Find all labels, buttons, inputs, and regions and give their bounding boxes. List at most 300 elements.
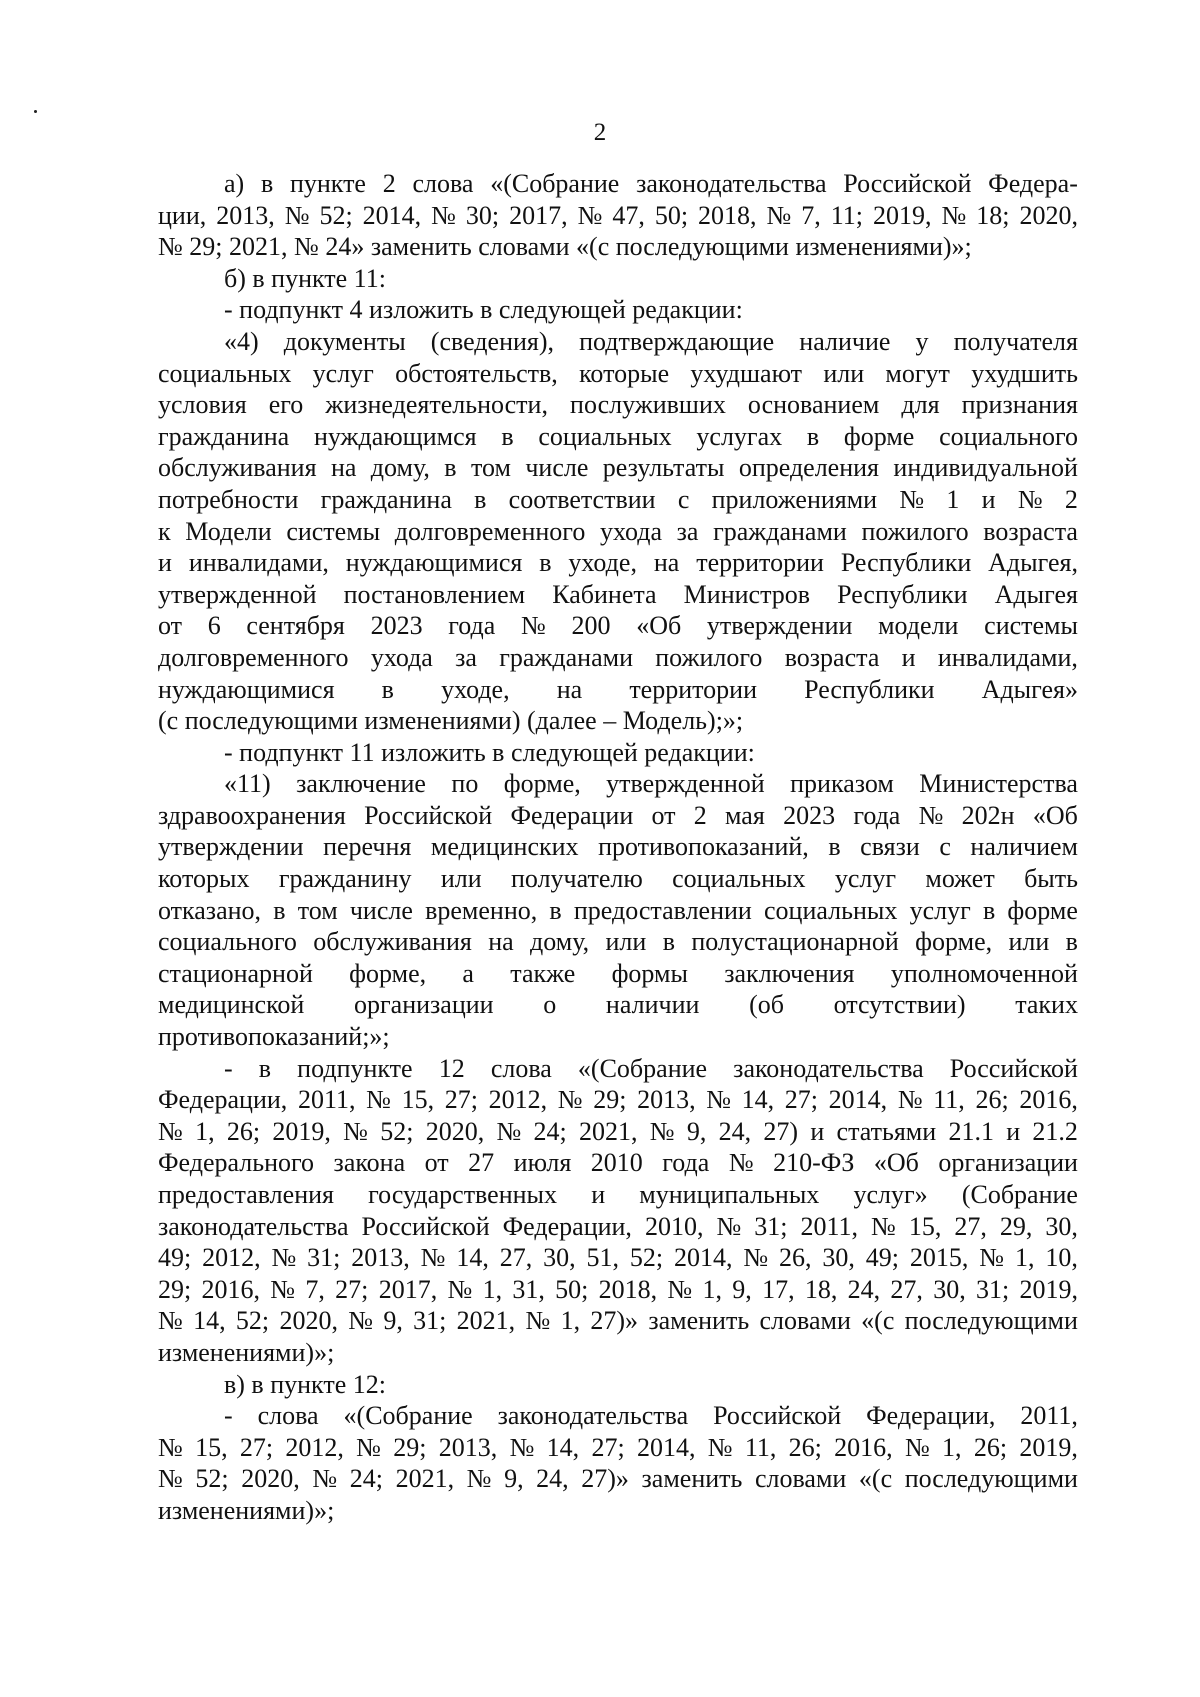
- word: 2023: [370, 611, 423, 641]
- word: в: [549, 895, 562, 925]
- word: модели: [878, 611, 959, 641]
- word: №: [356, 1432, 381, 1462]
- word: постановлением: [343, 579, 526, 609]
- text-line: [158, 1400, 1078, 1432]
- word: «(Собрание: [490, 169, 620, 198]
- word: Российской: [843, 169, 972, 198]
- word: от: [424, 1148, 449, 1178]
- word: (сведения),: [430, 326, 555, 356]
- text-line: (с последующими изменениями) (далее – Модель);»;: [158, 706, 744, 736]
- word: сентября: [246, 611, 345, 641]
- word: 9,: [383, 1306, 403, 1336]
- word: 52;: [195, 1464, 229, 1494]
- word: в: [258, 1053, 272, 1083]
- word: 26,: [779, 1243, 812, 1273]
- word: могут: [885, 358, 950, 388]
- word: 1,: [195, 1116, 215, 1146]
- word: 1,: [702, 1274, 723, 1304]
- word: Российской: [364, 800, 493, 830]
- word: 2018,: [598, 1274, 658, 1304]
- word: 24;: [533, 1116, 567, 1146]
- word: 2013,: [438, 1432, 498, 1462]
- word: услугах: [696, 421, 783, 451]
- word: заменить: [641, 1464, 743, 1494]
- word: 21.1: [948, 1116, 994, 1146]
- word: утверждении: [158, 832, 304, 862]
- word: 1,: [1014, 1243, 1035, 1273]
- text-line: [158, 1053, 1078, 1085]
- word: Министров: [683, 579, 811, 609]
- word: в: [1065, 927, 1078, 957]
- word: Республики: [837, 579, 968, 609]
- word: может: [925, 864, 995, 894]
- word: 11,: [933, 1085, 965, 1115]
- word: форме,: [503, 769, 581, 799]
- word: 31;: [413, 1306, 447, 1336]
- word: том: [297, 895, 338, 925]
- word: №: [899, 484, 925, 514]
- text-line: [158, 452, 1078, 484]
- word: гражданами: [713, 516, 847, 546]
- word: медицинской: [158, 990, 305, 1020]
- text-line: [158, 1211, 1078, 1243]
- word: у: [915, 326, 929, 356]
- word: «(с: [861, 1306, 895, 1336]
- word: форме,: [349, 958, 427, 988]
- word: уходе,: [441, 674, 510, 704]
- text-line: [158, 800, 1078, 832]
- word: гражданами: [499, 642, 633, 672]
- word: и: [591, 1180, 606, 1209]
- text-line: [158, 168, 1078, 200]
- word: 30,: [822, 1243, 855, 1273]
- word: 27,: [890, 1274, 923, 1304]
- word: 18;: [976, 200, 1010, 230]
- text-line: - подпункт 11 изложить в следующей редакции:: [224, 737, 755, 767]
- text-line: [158, 989, 1078, 1021]
- word: Российской: [713, 1401, 842, 1431]
- word: 47,: [612, 200, 645, 230]
- word: 12: [438, 1053, 465, 1083]
- word: предоставлении: [573, 895, 752, 925]
- text-line: [158, 547, 1078, 579]
- word: и: [901, 642, 916, 672]
- word: 24,: [847, 1274, 881, 1304]
- word: 29;: [158, 1274, 192, 1304]
- word: 29;: [393, 1432, 427, 1462]
- text-line: [158, 1147, 1078, 1179]
- word: законодательства: [733, 1053, 924, 1083]
- word: дому,: [370, 453, 430, 483]
- word: 200: [571, 611, 611, 641]
- word: отказано,: [158, 895, 262, 925]
- word: 27): [763, 1116, 799, 1146]
- text-line: [158, 1084, 1078, 1116]
- word: №: [1017, 484, 1043, 514]
- word: 11;: [830, 200, 864, 230]
- word: 14,: [193, 1306, 226, 1336]
- word: и: [810, 1116, 825, 1146]
- text-line: [158, 579, 1078, 611]
- word: быть: [1024, 864, 1078, 894]
- word: Российской: [361, 1211, 490, 1241]
- word: обслуживания: [313, 927, 472, 957]
- text-line: [158, 831, 1078, 863]
- word: 27: [468, 1148, 495, 1178]
- word: 27,: [954, 1211, 987, 1241]
- word: 7,: [305, 1274, 325, 1304]
- word: дому,: [530, 927, 590, 957]
- word: №: [366, 1085, 391, 1115]
- word: №: [496, 1116, 522, 1146]
- word: 17,: [762, 1274, 795, 1304]
- word: законодательства: [497, 1401, 689, 1431]
- word: социального: [158, 927, 297, 957]
- word: Федерации: [510, 800, 634, 830]
- word: в: [260, 169, 274, 198]
- word: ухудшить: [971, 358, 1078, 388]
- word: 2019,: [1019, 1432, 1078, 1462]
- word: №: [871, 1211, 896, 1241]
- word: 52;: [319, 200, 353, 230]
- word: 26;: [788, 1432, 822, 1462]
- word: или: [605, 927, 647, 957]
- word: противопоказаний,: [598, 832, 809, 862]
- word: в: [662, 927, 675, 957]
- word: 2011,: [800, 1211, 859, 1241]
- word: №: [716, 1211, 742, 1241]
- word: -: [224, 1401, 233, 1431]
- word: территории: [696, 548, 824, 578]
- word: условия: [158, 390, 247, 420]
- word: 1,: [942, 1432, 962, 1462]
- text-line: [158, 421, 1078, 453]
- word: или: [823, 358, 865, 388]
- word: услуг»: [853, 1180, 928, 1209]
- word: в: [444, 453, 457, 483]
- word: 52;: [380, 1116, 414, 1146]
- word: инвалидами,: [188, 548, 329, 578]
- word: 2013,: [216, 200, 275, 230]
- word: долговременного: [158, 642, 349, 672]
- word: инвалидами,: [937, 642, 1078, 672]
- word: 10,: [1045, 1243, 1078, 1273]
- word: наличии: [605, 990, 700, 1020]
- word: 2015,: [909, 1243, 969, 1273]
- text-line: [158, 326, 1078, 358]
- word: временно,: [425, 895, 538, 925]
- word: 2017,: [378, 1274, 438, 1304]
- word: социального: [939, 421, 1078, 451]
- word: слова: [257, 1401, 319, 1431]
- word: 2: [382, 169, 396, 198]
- word: индивидуальной: [893, 453, 1078, 483]
- text-line: изменениями)»;: [158, 1495, 335, 1525]
- word: 2020,: [279, 1306, 338, 1336]
- word: 27;: [444, 1085, 478, 1115]
- word: №: [270, 1274, 296, 1304]
- word: 2021,: [456, 1306, 516, 1336]
- word: 2020,: [1019, 200, 1078, 230]
- word: Республики: [840, 548, 972, 578]
- word: за: [455, 642, 477, 672]
- word: таких: [1015, 990, 1078, 1020]
- word: соответствии: [508, 484, 656, 514]
- word: Адыгея: [994, 579, 1078, 609]
- word: 2014,: [828, 1085, 888, 1115]
- word: ухода: [599, 516, 662, 546]
- word: слова: [490, 1053, 552, 1083]
- word: заменить: [648, 1306, 750, 1336]
- word: №: [649, 1116, 675, 1146]
- word: перечня: [323, 832, 412, 862]
- word: ухудшают: [690, 358, 803, 388]
- word: 27)»: [590, 1306, 639, 1336]
- word: наличие: [799, 326, 891, 356]
- document-body: [158, 168, 1078, 1527]
- word: 2021,: [579, 1116, 638, 1146]
- word: или: [440, 864, 482, 894]
- word: в: [806, 421, 820, 451]
- word: форме,: [915, 927, 993, 957]
- word: 27,: [499, 1243, 533, 1273]
- word: №: [431, 200, 456, 230]
- text-line: [158, 200, 1078, 232]
- word: слова: [412, 169, 474, 198]
- word: от: [651, 800, 676, 830]
- word: 15,: [195, 1432, 228, 1462]
- word: здравоохранения: [158, 800, 346, 830]
- word: 2010: [590, 1148, 643, 1178]
- word: последующими: [904, 1464, 1078, 1494]
- text-line: [158, 1116, 1078, 1148]
- word: 11,: [744, 1432, 777, 1462]
- word: гражданина: [320, 484, 452, 514]
- word: 210-ФЗ: [773, 1148, 855, 1178]
- word: гражданину: [278, 864, 412, 894]
- word: обстоятельств,: [395, 358, 558, 388]
- word: пожилого: [861, 516, 969, 546]
- word: 2: [1064, 484, 1078, 514]
- word: «Об: [1032, 800, 1078, 830]
- word: 2016,: [834, 1432, 893, 1462]
- word: Кабинета: [552, 579, 657, 609]
- word: услуг: [909, 895, 971, 925]
- word: в: [501, 421, 514, 451]
- word: связи: [860, 832, 920, 862]
- text-line: № 29; 2021, № 24» заменить словами «(с последующими изменениями)»;: [158, 232, 972, 262]
- word: нуждающимся: [313, 421, 477, 451]
- word: законодательства: [158, 1211, 349, 1241]
- word: получателю: [511, 864, 643, 894]
- word: №: [348, 1306, 374, 1336]
- word: №: [158, 1116, 183, 1146]
- word: 31;: [307, 1243, 341, 1273]
- text-line: [158, 1179, 1078, 1211]
- word: нуждающимися: [158, 674, 335, 704]
- word: в: [539, 548, 552, 578]
- word: №: [897, 1085, 923, 1115]
- word: 2: [693, 800, 707, 830]
- word: 31,: [512, 1274, 545, 1304]
- word: Адыгея»: [981, 674, 1078, 704]
- text-line: [158, 642, 1078, 674]
- word: 31;: [754, 1211, 788, 1241]
- text-line: [158, 610, 1078, 642]
- text-line: [158, 895, 1078, 927]
- word: организации: [938, 1148, 1078, 1178]
- word: на: [488, 927, 514, 957]
- word: (Собрание: [961, 1180, 1078, 1209]
- word: 51,: [586, 1243, 619, 1273]
- word: №: [728, 1148, 754, 1178]
- word: (об: [749, 990, 784, 1020]
- word: №: [521, 611, 546, 641]
- word: основанием: [747, 390, 880, 420]
- word: 6: [207, 611, 221, 641]
- word: получателя: [953, 326, 1078, 356]
- word: к: [158, 516, 171, 546]
- word: и: [158, 548, 172, 578]
- word: 2019,: [272, 1116, 331, 1146]
- word: «Об: [636, 611, 682, 641]
- word: утверждении: [706, 611, 853, 641]
- word: долговременного: [394, 516, 586, 546]
- word: социальных: [764, 895, 898, 925]
- word: системы: [984, 611, 1078, 641]
- word: 9,: [504, 1464, 524, 1494]
- word: 24,: [536, 1464, 569, 1494]
- word: 30,: [1045, 1211, 1078, 1241]
- word: 27;: [784, 1085, 819, 1115]
- word: 1,: [560, 1306, 581, 1336]
- word: июля: [513, 1148, 572, 1178]
- text-line: [158, 1274, 1078, 1306]
- word: статьями: [836, 1116, 937, 1146]
- word: 50;: [654, 200, 689, 230]
- text-line: [158, 863, 1078, 895]
- word: уполномоченной: [890, 958, 1078, 988]
- word: 27;: [239, 1432, 274, 1462]
- word: №: [979, 1243, 1005, 1273]
- word: полустационарной: [691, 927, 899, 957]
- word: 9,: [686, 1116, 707, 1146]
- word: №: [743, 1243, 769, 1273]
- word: на: [330, 453, 357, 483]
- word: 52;: [629, 1243, 664, 1273]
- word: года: [448, 611, 496, 641]
- text-line: [158, 1432, 1078, 1464]
- word: 2013,: [637, 1085, 696, 1115]
- word: нуждающимися: [345, 548, 523, 578]
- word: №: [158, 1464, 183, 1494]
- word: за: [676, 516, 699, 546]
- word: года: [853, 800, 901, 830]
- word: том: [470, 453, 511, 483]
- text-line: [158, 1305, 1078, 1337]
- word: Российской: [949, 1053, 1078, 1083]
- scan-artifact-dot: [34, 110, 37, 113]
- word: 27)»: [581, 1464, 629, 1494]
- word: 2014,: [362, 200, 422, 230]
- word: 2011,: [297, 1085, 356, 1115]
- word: 26;: [973, 1432, 1008, 1462]
- word: по: [451, 769, 479, 799]
- text-line: [158, 1242, 1078, 1274]
- word: социальных: [672, 864, 806, 894]
- word: №: [447, 1274, 473, 1304]
- word: приказом: [790, 769, 894, 799]
- word: 21.2: [1032, 1116, 1078, 1146]
- word: форме: [843, 421, 915, 451]
- text-line: - подпункт 4 изложить в следующей редакции:: [224, 295, 743, 325]
- word: а): [224, 169, 245, 198]
- word: 50;: [555, 1274, 589, 1304]
- word: социальных: [538, 421, 672, 451]
- word: на: [556, 674, 583, 704]
- word: Федера-: [988, 169, 1078, 198]
- word: медицинских: [430, 832, 579, 862]
- word: №: [941, 200, 967, 230]
- word: которых: [158, 864, 250, 894]
- word: отсутствии): [833, 990, 966, 1020]
- word: №: [525, 1306, 551, 1336]
- word: 29,: [999, 1211, 1033, 1241]
- word: закона: [333, 1148, 406, 1178]
- word: Модели: [185, 516, 272, 546]
- word: для: [901, 390, 940, 420]
- word: №: [158, 1306, 183, 1336]
- text-line: изменениями)»;: [158, 1337, 335, 1367]
- word: формы: [611, 958, 688, 988]
- text-line: [158, 484, 1078, 516]
- word: словами: [759, 1306, 851, 1336]
- word: в: [381, 674, 394, 704]
- word: наличием: [970, 832, 1078, 862]
- word: и: [981, 484, 996, 514]
- word: 26;: [226, 1116, 261, 1146]
- word: возраста: [784, 642, 880, 672]
- word: №: [904, 1432, 930, 1462]
- word: утвержденной: [606, 769, 765, 799]
- word: 30,: [933, 1274, 966, 1304]
- word: 2020,: [241, 1464, 300, 1494]
- word: 24,: [718, 1116, 752, 1146]
- word: в: [982, 895, 996, 925]
- word: Федерации,: [866, 1401, 996, 1431]
- word: 2010,: [644, 1211, 704, 1241]
- word: подпункте: [297, 1053, 413, 1083]
- word: 30;: [465, 200, 500, 230]
- word: стационарной: [158, 958, 313, 988]
- word: 9,: [732, 1274, 752, 1304]
- word: пожилого: [655, 642, 763, 672]
- word: обслуживания: [158, 453, 317, 483]
- text-line: [158, 516, 1078, 548]
- word: числе: [525, 453, 589, 483]
- word: №: [509, 1432, 535, 1462]
- word: 29;: [593, 1085, 627, 1115]
- word: Федерального: [158, 1148, 315, 1178]
- word: №: [577, 200, 603, 230]
- word: 2014,: [636, 1432, 696, 1462]
- word: Федерации,: [158, 1085, 288, 1115]
- word: мая: [725, 800, 765, 830]
- word: «(Собрание: [577, 1053, 708, 1083]
- word: организации: [353, 990, 494, 1020]
- text-line: [158, 958, 1078, 990]
- word: заключение: [296, 769, 426, 799]
